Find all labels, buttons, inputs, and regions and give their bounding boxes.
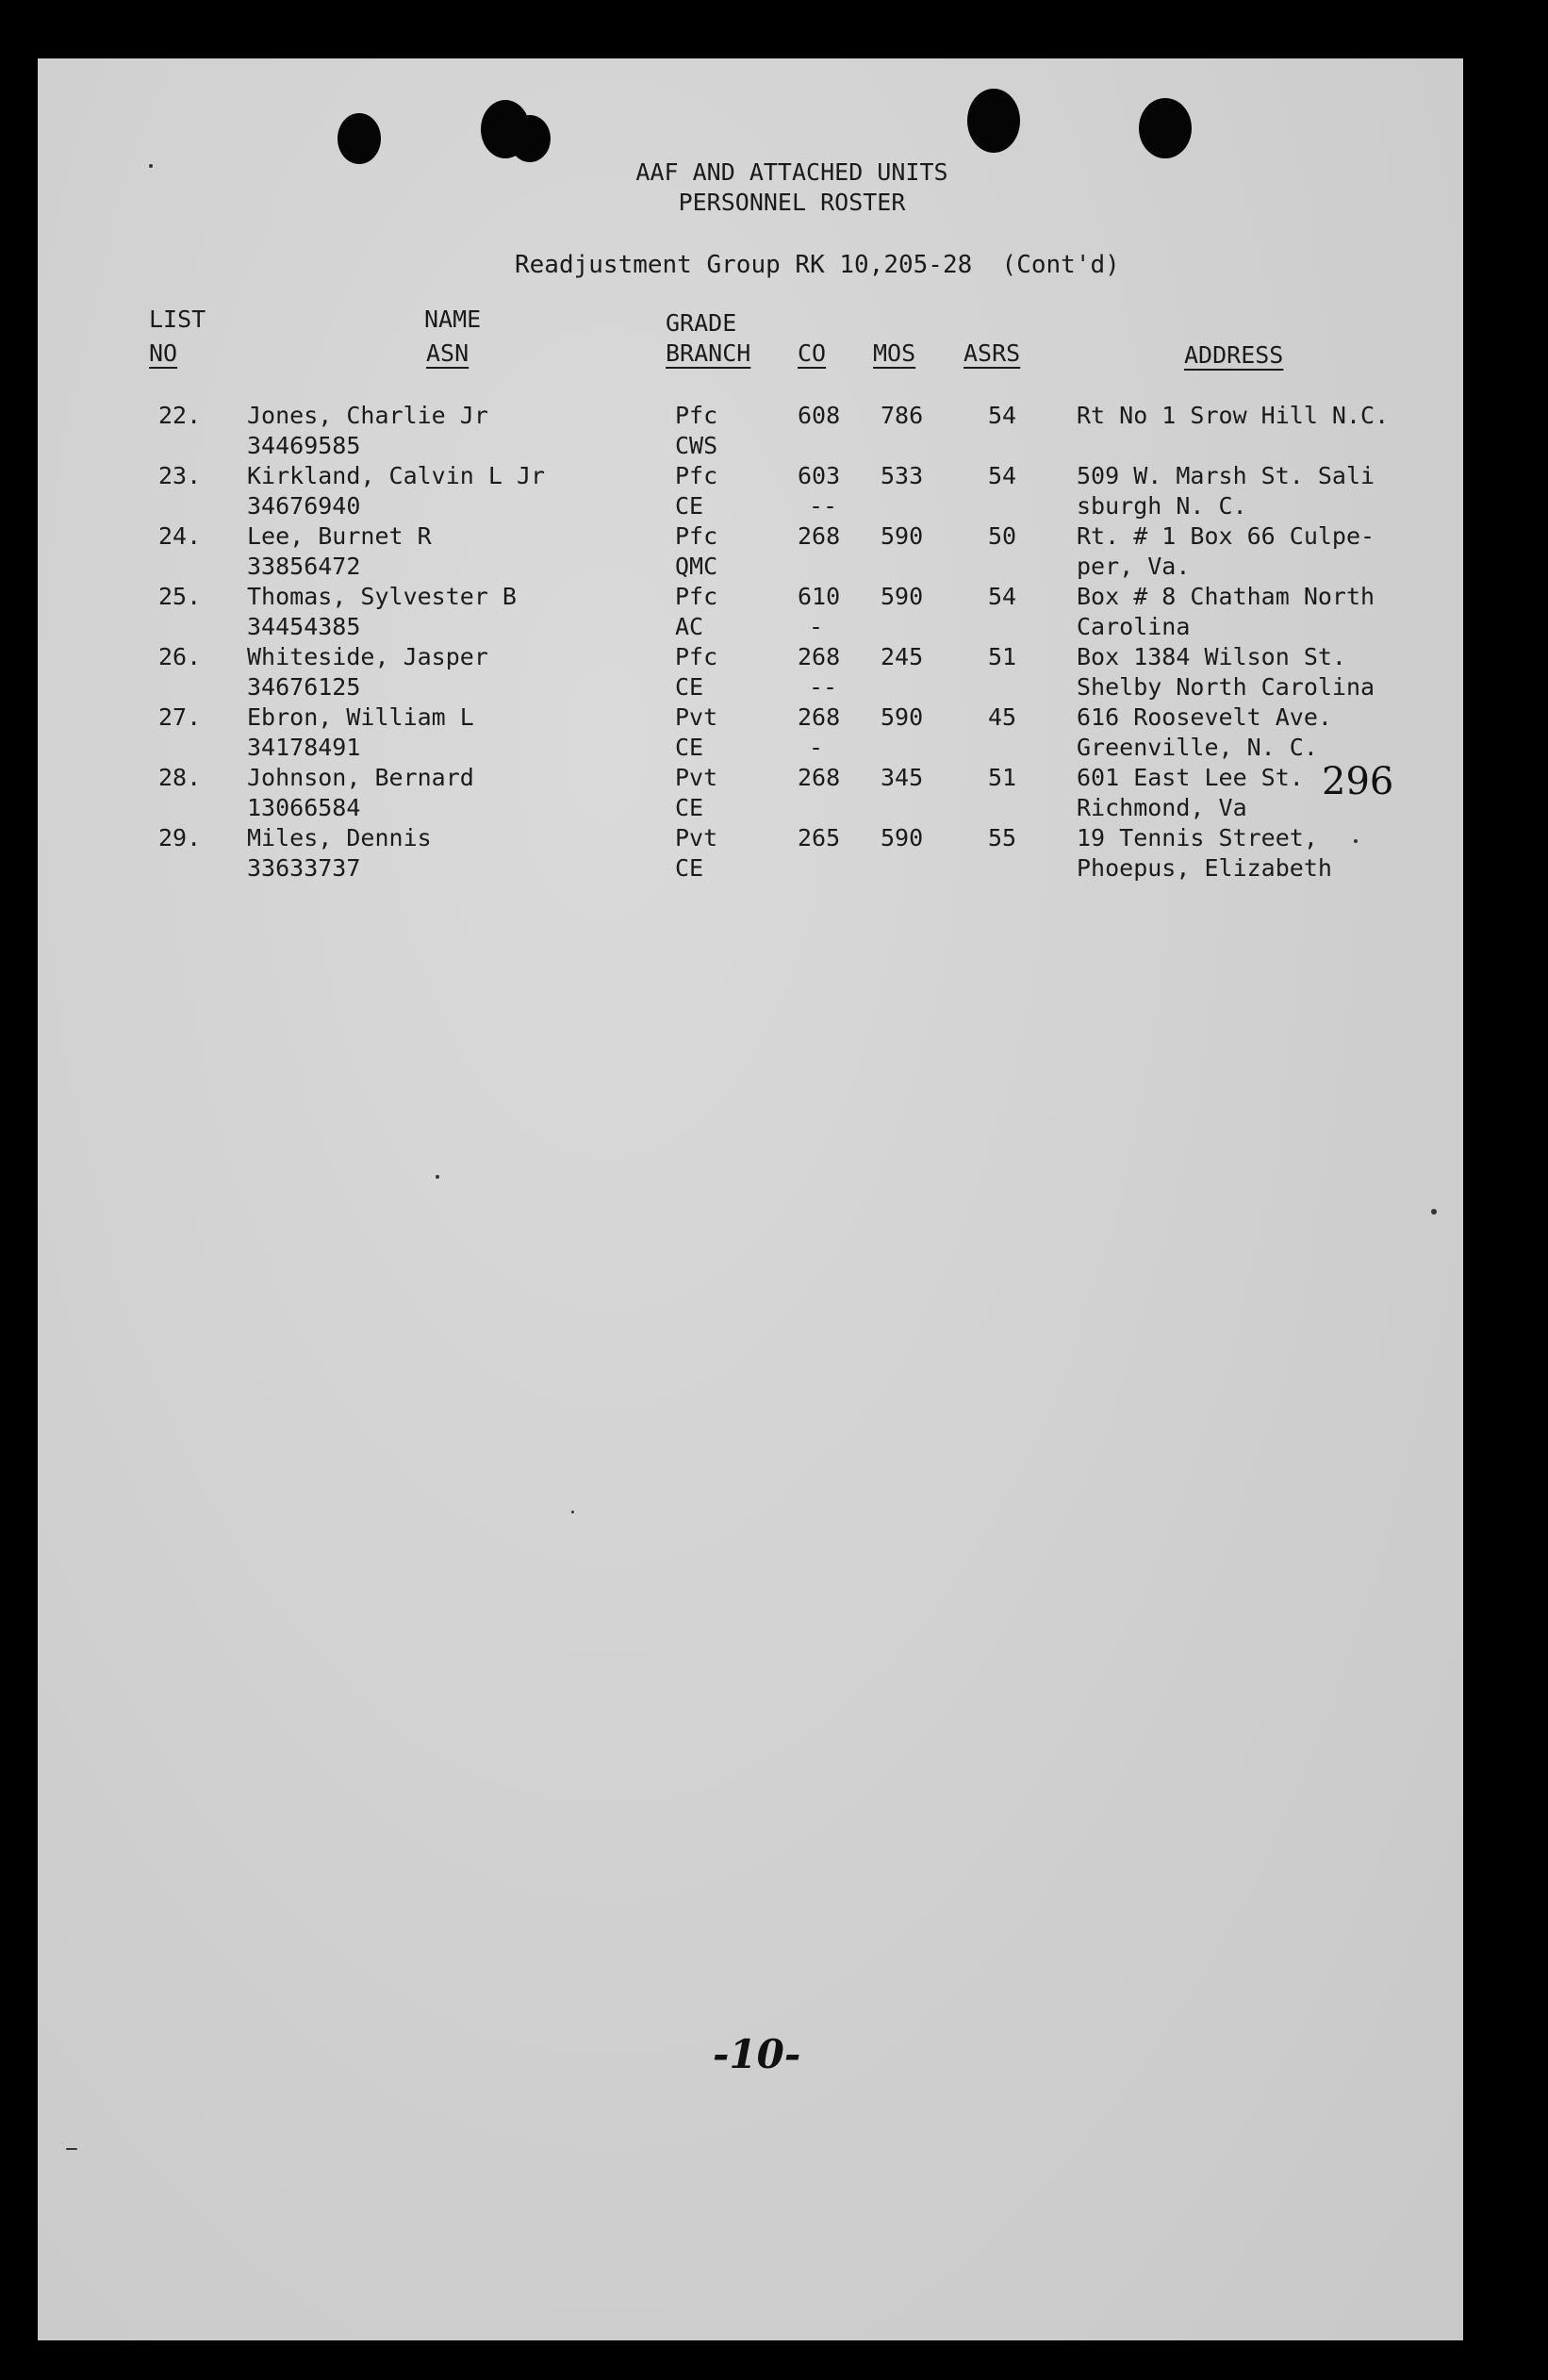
row-asrs: 51 <box>988 643 1017 670</box>
row-mos: 345 <box>881 764 924 791</box>
row-grade: Pvt <box>675 703 718 731</box>
row-branch: CE <box>675 794 704 821</box>
row-asn: 34676940 <box>247 492 361 520</box>
row-name: Jones, Charlie Jr <box>247 402 488 429</box>
row-branch: AC <box>675 613 704 640</box>
row-address-line2: Shelby North Carolina <box>1077 673 1375 701</box>
row-list-no: 27. <box>158 703 202 731</box>
punch-hole-3 <box>967 89 1020 153</box>
row-address-line1: 19 Tennis Street, <box>1077 824 1318 851</box>
row-grade: Pvt <box>675 824 718 851</box>
row-asn: 34178491 <box>247 734 361 761</box>
col-header-branch: BRANCH <box>666 339 751 367</box>
row-grade: Pfc <box>675 402 718 429</box>
col-header-list: LIST <box>149 306 206 333</box>
row-list-no: 24. <box>158 522 202 550</box>
row-asn: 13066584 <box>247 794 361 821</box>
col-header-grade: GRADE <box>666 309 737 337</box>
col-header-mos: MOS <box>873 339 916 367</box>
row-list-no: 23. <box>158 462 202 489</box>
roster-page <box>38 58 1463 2340</box>
row-asrs: 55 <box>988 824 1017 851</box>
row-asrs: 51 <box>988 764 1017 791</box>
row-name: Johnson, Bernard <box>247 764 474 791</box>
col-header-no: NO <box>149 339 178 367</box>
row-co-mark: -- <box>809 673 838 701</box>
row-name: Thomas, Sylvester B <box>247 583 517 610</box>
row-grade: Pfc <box>675 522 718 550</box>
row-co: 268 <box>798 643 841 670</box>
row-co: 603 <box>798 462 841 489</box>
row-asrs: 45 <box>988 703 1017 731</box>
speck <box>1431 1209 1437 1215</box>
row-address-line1: 509 W. Marsh St. Sali <box>1077 462 1375 489</box>
row-co: 268 <box>798 764 841 791</box>
row-grade: Pfc <box>675 462 718 489</box>
row-asn: 34676125 <box>247 673 361 701</box>
speck <box>66 2148 77 2150</box>
row-address-line2: sburgh N. C. <box>1077 492 1247 520</box>
row-address-line2: Carolina <box>1077 613 1191 640</box>
row-co-mark: -- <box>809 492 838 520</box>
row-asn: 33856472 <box>247 553 361 580</box>
row-co-mark: - <box>809 613 824 640</box>
document-stamp-number: 296 <box>1322 760 1394 803</box>
row-name: Whiteside, Jasper <box>247 643 488 670</box>
row-list-no: 25. <box>158 583 202 610</box>
punch-hole-4 <box>1139 98 1192 158</box>
page-number: -10- <box>713 2031 801 2077</box>
row-branch: CWS <box>675 432 718 459</box>
col-header-asrs: ASRS <box>963 339 1021 367</box>
row-list-no: 28. <box>158 764 202 791</box>
row-address-line2: per, Va. <box>1077 553 1191 580</box>
speck <box>149 164 153 168</box>
row-co: 610 <box>798 583 841 610</box>
col-header-asn: ASN <box>426 339 469 367</box>
punch-hole-1 <box>338 113 381 164</box>
row-mos: 590 <box>881 824 924 851</box>
row-asrs: 54 <box>988 462 1017 489</box>
row-mos: 533 <box>881 462 924 489</box>
row-asn: 34454385 <box>247 613 361 640</box>
roster-subtitle: Readjustment Group RK 10,205-28 (Cont'd) <box>515 251 1120 279</box>
row-address-line1: Box # 8 Chatham North <box>1077 583 1375 610</box>
row-mos: 590 <box>881 583 924 610</box>
row-co: 268 <box>798 522 841 550</box>
row-branch: QMC <box>675 553 718 580</box>
col-header-address: ADDRESS <box>1184 341 1284 369</box>
speck <box>571 1511 574 1513</box>
row-branch: CE <box>675 492 704 520</box>
row-address-line1: 601 East Lee St. <box>1077 764 1304 791</box>
row-grade: Pfc <box>675 583 718 610</box>
row-name: Lee, Burnet R <box>247 522 432 550</box>
row-co: 608 <box>798 402 841 429</box>
row-mos: 786 <box>881 402 924 429</box>
row-asrs: 54 <box>988 402 1017 429</box>
row-name: Miles, Dennis <box>247 824 432 851</box>
speck <box>1354 839 1358 843</box>
row-branch: CE <box>675 734 704 761</box>
row-co: 268 <box>798 703 841 731</box>
row-address-line2: Phoepus, Elizabeth <box>1077 854 1332 882</box>
row-co-mark: - <box>809 734 824 761</box>
row-mos: 590 <box>881 522 924 550</box>
row-list-no: 29. <box>158 824 202 851</box>
row-name: Kirkland, Calvin L Jr <box>247 462 546 489</box>
row-mos: 245 <box>881 643 924 670</box>
row-address-line2: Greenville, N. C. <box>1077 734 1318 761</box>
row-list-no: 22. <box>158 402 202 429</box>
speck <box>436 1175 439 1179</box>
roster-title-line1: AAF AND ATTACHED UNITS <box>635 158 948 186</box>
roster-title-line2: PERSONNEL ROSTER <box>678 189 906 216</box>
row-address-line1: 616 Roosevelt Ave. <box>1077 703 1332 731</box>
row-address-line2: Richmond, Va <box>1077 794 1247 821</box>
row-asn: 33633737 <box>247 854 361 882</box>
col-header-name: NAME <box>424 306 482 333</box>
row-grade: Pfc <box>675 643 718 670</box>
row-mos: 590 <box>881 703 924 731</box>
row-asrs: 50 <box>988 522 1017 550</box>
row-grade: Pvt <box>675 764 718 791</box>
row-co: 265 <box>798 824 841 851</box>
row-address-line1: Rt. # 1 Box 66 Culpe- <box>1077 522 1375 550</box>
row-name: Ebron, William L <box>247 703 474 731</box>
row-branch: CE <box>675 854 704 882</box>
row-asrs: 54 <box>988 583 1017 610</box>
col-header-co: CO <box>798 339 827 367</box>
row-address-line1: Rt No 1 Srow Hill N.C. <box>1077 402 1390 429</box>
row-address-line1: Box 1384 Wilson St. <box>1077 643 1346 670</box>
row-list-no: 26. <box>158 643 202 670</box>
punch-hole-2b <box>509 115 551 162</box>
row-asn: 34469585 <box>247 432 361 459</box>
row-branch: CE <box>675 673 704 701</box>
